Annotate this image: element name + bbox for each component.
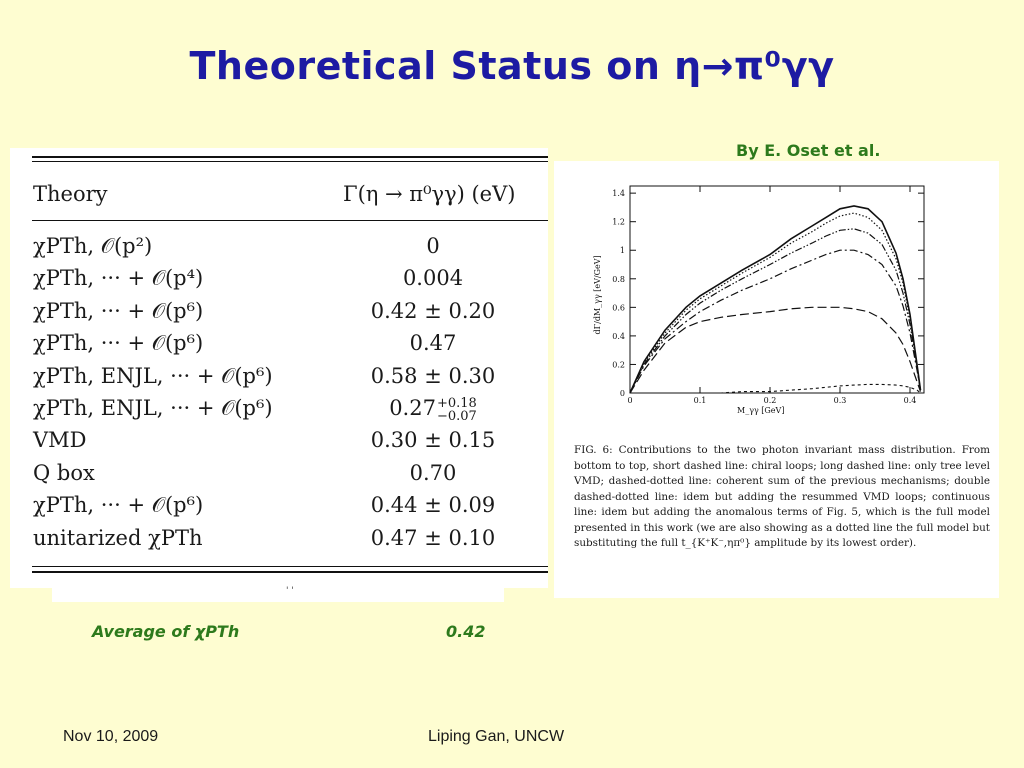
header-gamma: Γ(η → π⁰γγ) (eV) [343,182,516,206]
tail-mark: ' ' [286,586,294,596]
value-text: 0.70 [409,460,457,485]
y-tick-label: 0.6 [612,303,625,313]
header-theory: Theory [33,182,108,206]
theory-value [343,266,523,290]
y-tick-label: 0.4 [612,331,625,341]
theory-name: χPTh, ··· + 𝒪(p⁴) [33,266,204,291]
plot-figure [554,161,999,598]
value-text: 0.004 [402,266,464,291]
theory-name: χPTh, ··· + 𝒪(p⁶) [33,331,204,356]
theory-name: χPTh, ENJL, ··· + 𝒪(p⁶) [33,363,273,388]
theory-value [343,493,523,517]
table-bottom-rule-1 [32,566,548,567]
upper-error: +0.18 [436,395,477,411]
y-axis-label: dΓ/dM_γγ [eV/GeV] [593,255,602,335]
lower-error: −0.07 [436,408,477,424]
theory-name: Q box [33,460,95,485]
y-tick-label: 0.8 [612,274,625,284]
value-text: 0.30 ± 0.15 [370,428,496,453]
series-line-solid [630,206,921,393]
series-line-short-dash [630,384,921,393]
x-tick-label: 0.1 [693,396,707,405]
theory-value [343,526,523,550]
x-tick-label: 0.4 [903,396,917,405]
y-tick-label: 0 [619,389,625,398]
table-top-rule-1 [32,156,548,158]
table-tail-strip [52,586,504,602]
theory-name: χPTh, ··· + 𝒪(p⁶) [33,493,204,518]
y-tick-label: 0.2 [612,360,625,370]
theory-name: χPTh, 𝒪(p²) [33,234,153,258]
figure-caption: FIG. 6: Contributions to the two photon invariant mass distribution. From bottom to top, short dashed line: chiral loops; long dashed line: only tree level VMD; dashed-dotted line: coherent sum of the previous mechanisms; double dashed-dotted line: idem but adding the resummed VMD loops; continuous line: idem but adding the anomalous terms of Fig. 5, which is the full model presented in this work (we are also showing as a dotted line the full model but substituting the full t_{K⁺K⁻,ηπ⁰} amplitude by its lowest order). [574,444,990,549]
footer-date: Nov 10, 2009 [63,728,159,745]
y-tick-label: 1.2 [612,217,625,227]
asym-error [437,397,477,423]
x-axis-label: M_γγ [GeV] [737,406,785,415]
theory-value [343,234,523,258]
theory-value [343,461,523,485]
table-header-rule [32,220,548,221]
theory-value [343,364,523,388]
mass-distribution-chart [554,161,999,436]
theory-name: χPTh, ··· + 𝒪(p⁶) [33,298,204,323]
x-tick-label: 0.2 [763,396,777,405]
theory-name: VMD [33,428,87,453]
value-text: 0.47 [409,331,457,356]
theory-name: unitarized χPTh [33,525,203,550]
slide-title: Theoretical Status on η→π⁰γγ [189,44,835,88]
theory-value [343,428,523,452]
value-text: 0.27 [389,396,436,420]
y-tick-label: 1.4 [612,189,625,199]
average-label: Average of χPTh [92,622,240,641]
average-value: 0.42 [446,622,486,641]
theory-value [343,331,523,355]
x-tick-label: 0.3 [833,396,847,405]
theory-value [343,299,523,323]
credit-text: By E. Oset et al. [736,141,881,160]
value-text: 0.42 ± 0.20 [370,298,496,323]
x-tick-label: 0 [627,396,633,405]
y-tick-label: 1 [619,246,625,256]
value-text: 0.44 ± 0.09 [370,493,496,518]
theory-name: χPTh, ENJL, ··· + 𝒪(p⁶) [33,396,273,420]
footer-author: Liping Gan, UNCW [428,728,565,745]
table-bottom-rule-2 [32,571,548,573]
table-top-rule-2 [32,161,548,162]
theory-table [10,148,548,588]
value-text: 0 [426,234,440,258]
plot-frame [630,186,924,393]
value-text: 0.47 ± 0.10 [370,525,496,550]
value-text: 0.58 ± 0.30 [370,363,496,388]
theory-value [343,396,523,423]
